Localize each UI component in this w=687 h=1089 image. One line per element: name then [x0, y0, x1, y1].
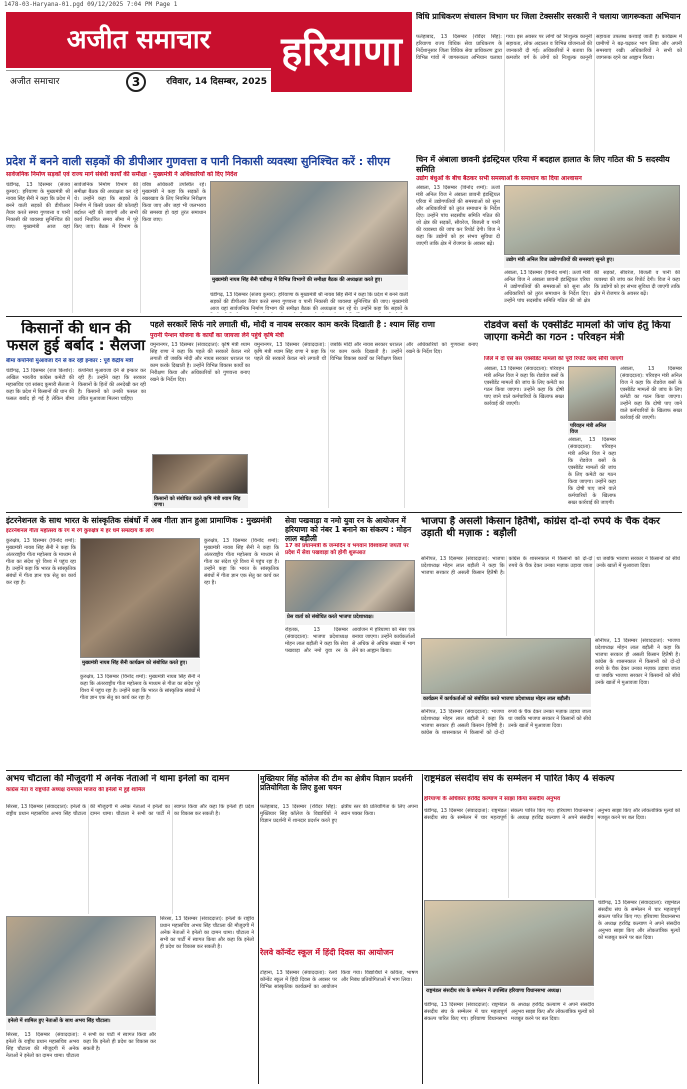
story-body-continued: अंबाला, 13 दिसम्बर (संवाददाता): परिवहन मंत्री अनिल विज ने कहा कि रोडवेज बसों के एक्सीडेंट मामलों की जांच के लिए कमेटी का गठन किया जाएगा। उन्होंने कहा कि दोषी पाए जाने वाले कर्मचारियों के खिलाफ सख्त कार्रवाई की जाएगी। — [620, 366, 682, 421]
photo-caption: उद्योग मंत्री अनिल विज उद्योगपतियों की समस्याएं सुनते हुए। — [504, 256, 680, 268]
photo-caption: मुख्यमंत्री नायब सिंह सैनी चंडीगढ़ में विभिन्न विभागों की समीक्षा बैठक की अध्यक्षता करते हुए। — [210, 276, 408, 290]
story-body: अंबाला, 13 दिसम्बर (संवाददाता): परिवहन मंत्री अनिल विज ने कहा कि रोडवेज बसों के एक्सीडेंट मामलों की जांच के लिए कमेटी का गठन किया जाएगा। उन्होंने कहा कि दोषी पाए जाने वाले कर्मचारियों के खिलाफ सख्त कार्रवाई की जाएगी। — [484, 366, 564, 407]
story-cm-roads — [6, 155, 410, 315]
story-subhead: उद्योग बंधुओं के बीच बैठकर सभी समस्याओं के समाधान का दिया आश्वासन — [416, 175, 582, 182]
story-bjp-farmers — [421, 516, 682, 766]
story-headline: विधि प्राधिकरण संचालन विभाग घर जिला टेक्ससीर सरकारी ने चलाया जागरूकता अभियान — [416, 12, 681, 21]
bjp-event-photo — [421, 638, 591, 694]
story-subhead: कांग्रेस नेता व राष्ट्रपति अध्यक्ष रामपाल माजरा की इनेलो में हुई शामिल — [6, 787, 145, 793]
photo-caption: किसानों को संबोधित करते कृषि मंत्री श्याम सिंह राणा। — [152, 495, 248, 508]
story-body: टोहाना, 13 दिसम्बर (संवाददाता): रेलवे कॉन्वेंट स्कूल में हिंदी दिवस के अवसर पर विभिन्न सांस्कृतिक कार्यक्रमों का आयोजन किया गया। विद्यार्थियों ने कविता, भाषण और निबंध प्रतियोगिताओं में भाग लिया। — [260, 970, 418, 990]
story-cpa-conference — [424, 774, 682, 1084]
column-divider — [422, 774, 423, 1084]
story-headline: इंटरनेशनल के साथ भारत के सांस्कृतिक संबंधों में अब गीता ज्ञान हुआ प्रामाणिक : मुख्यमंत्री — [6, 516, 272, 525]
rana-photo — [152, 454, 248, 494]
story-body: रोहतक, 13 दिसम्बर (संवाददाता): भाजपा प्रदेशाध्यक्ष मोहन लाल बड़ौली ने कहा कि सेवा पखवाड़ा और नमो युवा रन के आयोजन में हरियाणा को नंबर एक बनाया जाएगा। उन्होंने कार्यकर्ताओं से अधिक से अधिक संख्या में भाग लेने का आह्वान किया। — [285, 627, 415, 654]
masthead-title: अजीत समाचार — [6, 12, 271, 68]
story-gita-mahotsav — [6, 516, 281, 766]
story-body-continued: यमुनानगर, 13 दिसम्बर (संवाददाता): कृषि मंत्री श्याम सिंह राणा ने कहा कि पहले की सरकारें केवल नारे लगाती थीं जबकि मोदी और नायब सरकार धरातल पर काम करके दिखाती है। उन्होंने विभिन्न विकास कार्यों का निरीक्षण किया और अधिकारियों को गुणवत्ता बनाए रखने के निर्देश दिए। — [254, 342, 478, 362]
story-body-continued: सिरसा, 13 दिसम्बर (संवाददाता): इनेलो के राष्ट्रीय प्रधान महासचिव अभय सिंह चौटाला की मौजूदगी में अनेक नेताओं ने इनेलो का दामन थामा। चौटाला ने सभी का पार्टी में स्वागत किया और कहा कि इनेलो ही प्रदेश का विकास कर सकती है। — [160, 916, 254, 950]
section-divider — [6, 770, 682, 771]
story-headline: प्रदेश में बनने वाली सड़कों की डीपीआर गुणवत्ता व पानी निकासी व्यवस्था सुनिश्चित करें : सीएम — [6, 155, 390, 168]
story-subhead: बीमा कंपनियों मुआवजा देने से कर रही इन्कार : पूर्व केंद्रीय मंत्री — [6, 358, 134, 364]
story-headline: अभय चौटाला की मौजूदगी में अनेक नेताओं ने थामा इनेलो का दामन — [6, 774, 230, 784]
story-body: चंडीगढ़, 13 दिसम्बर (संवाददाता): राष्ट्रमंडल संसदीय संघ के सम्मेलन में चार महत्वपूर्ण संकल्प पारित किए गए। हरियाणा विधानसभा के अध्यक्ष हरविंद्र कल्याण ने अपने संसदीय अनुभव साझा किए और लोकतांत्रिक मूल्यों को मजबूत करने पर बल दिया। — [424, 808, 680, 821]
story-body: फतेहाबाद, 13 दिसम्बर (रविंदर सिंह): मुख्तियार सिंह कॉलेज के विद्यार्थियों ने विज्ञान प्रदर्शनी में शानदार प्रदर्शन करते हुए क्षेत्रीय स्तर की प्रतियोगिता के लिए अपना स्थान पक्का किया। — [260, 804, 418, 824]
story-selja-crop — [6, 320, 146, 510]
story-body: अंबाला, 13 दिसम्बर (विनोद शर्मा): ऊर्जा मंत्री अनिल विज ने अंबाला छावनी इंडस्ट्रियल एरिया में उद्योगपतियों की समस्याओं को सुना और अधिकारियों को तुरंत समाधान के निर्देश दिए। उन्होंने पांच सदस्यीय समिति गठित की जो क्षेत्र की सड़कों, सीवरेज, बिजली व पानी की व्यवस्था की जांच कर रिपोर्ट देगी। विज ने कहा कि उद्योगों को हर संभव सुविधा दी जाएगी ताकि क्षेत्र में रोजगार के अवसर बढ़ें। — [416, 185, 500, 247]
story-body-continued: कुरुक्षेत्र, 13 दिसम्बर (विनोद शर्मा): मुख्यमंत्री नायब सिंह सैनी ने कहा कि अंतरराष्ट्रीय गीता महोत्सव के माध्यम से गीता का संदेश पूरे विश्व में पहुंच रहा है। उन्होंने कहा कि भारत के सांस्कृतिक संबंधों में गीता ज्ञान एक सेतु का कार्य कर रहा है। — [80, 674, 200, 701]
masthead-edition: हरियाणा — [271, 12, 412, 92]
story-subhead: जिले में दो ऐसे बस एक्सीडेंट मामलों की पूरी रिपोर्ट जल्द सौंपी जाएगी — [484, 356, 624, 362]
story-headline: राष्ट्रमंडल संसदीय संघ के सम्मेलन में पारित किए 4 संकल्प — [424, 774, 615, 784]
story-body-continued: चंडीगढ़, 13 दिसम्बर (संजय कुमार): हरियाणा के मुख्यमंत्री श्री नायब सिंह सैनी ने कहा कि प्रदेश में बनने वाली सड़कों की डीपीआर तैयार करते समय गुणवत्ता व पानी निकासी की व्यवस्था सुनिश्चित की जाए। मुख्यमंत्री आज यहां सार्वजनिक निर्माण विभाग की समीक्षा बैठक की अध्यक्षता कर रहे थे। उन्होंने कहा कि सड़कों के — [210, 292, 408, 312]
story-body-continued: चंडीगढ़, 13 दिसम्बर (संवाददाता): राष्ट्रमंडल संसदीय संघ के सम्मेलन में चार महत्वपूर्ण संकल्प पारित किए गए। हरियाणा विधानसभा के अध्यक्ष हरविंद्र कल्याण ने अपने संसदीय अनुभव साझा किए और लोकतांत्रिक मूल्यों को मजबूत करने पर बल दिया। — [598, 900, 680, 941]
story-headline: भाजपा है असली किसान हितैषी, कांग्रेस दो-दो रुपये के चैक देकर उड़ाती थी मज़ाक : बड़ौली — [421, 516, 661, 539]
story-subhead: पुरानी पेन्शन योजना के कार्यों का जायजा लेने पहुंचे कृषि मंत्री — [150, 332, 284, 339]
cm-meeting-photo — [210, 181, 408, 275]
story-shyam-singh-rana — [150, 320, 480, 510]
story-subhead: हरियाणा के अधिकार हरविंद्र कल्याण ने साझा किया संसदीय अनुभव — [424, 796, 561, 802]
story-body-continued: सोनीपत, 13 दिसम्बर (संवाददाता): भाजपा प्रदेशाध्यक्ष मोहन लाल बड़ौली ने कहा कि भाजपा सरकार ही असली किसान हितैषी है। कांग्रेस के शासनकाल में किसानों को दो-दो रुपये के चैक देकर उनका मज़ाक उड़ाया जाता था जबकि भाजपा सरकार ने किसानों को सीधे उनके खातों में मुआवजा दिया। — [421, 709, 591, 736]
story-subhead: 17 को प्रधानमंत्री के जन्मदिन व भगवान विश्वकर्मा जयंती पर प्रदेश में सेवा पखवाड़ा को होगी शुरूआत — [285, 543, 409, 556]
photo-caption: मुख्यमंत्री नायब सिंह सैनी कार्यक्रम को संबोधित करते हुए। — [80, 659, 200, 672]
story-subhead: सार्वजनिक निर्माण सड़कों एवं राज्य मार्ग संबंधी कार्यों की समीक्षा · मुख्यमंत्री ने अधिकारियों को दिए निर्देश — [6, 171, 238, 178]
story-ambala-industrial — [416, 155, 682, 315]
story-seva-pakhwada — [285, 516, 417, 766]
story-body: कुरुक्षेत्र, 13 दिसम्बर (विनोद शर्मा): मुख्यमंत्री नायब सिंह सैनी ने कहा कि अंतरराष्ट्रीय गीता महोत्सव के माध्यम से गीता का संदेश पूरे विश्व में पहुंच रहा है। उन्होंने कहा कि भारत के सांस्कृतिक संबंधों में गीता ज्ञान एक सेतु का कार्य कर रहा है। — [6, 538, 76, 586]
story-body-continued: चंडीगढ़, 13 दिसम्बर (संवाददाता): राष्ट्रमंडल संसदीय संघ के सम्मेलन में चार महत्वपूर्ण संकल्प पारित किए गए। हरियाणा विधानसभा के अध्यक्ष हरविंद्र कल्याण ने अपने संसदीय अनुभव साझा किए और लोकतांत्रिक मूल्यों को मजबूत करने पर बल दिया। — [424, 1002, 594, 1022]
cpa-conference-photo — [424, 900, 594, 986]
story-inld-joining — [6, 774, 256, 1084]
story-college-science — [260, 774, 420, 944]
paper-label: अजीत समाचार — [10, 77, 60, 87]
story-body: चंडीगढ़, 13 दिसम्बर (संजय कुमार): हरियाणा के मुख्यमंत्री श्री नायब सिंह सैनी ने कहा कि प्रदेश में बनने वाली सड़कों की डीपीआर तैयार करते समय गुणवत्ता व पानी निकासी की व्यवस्था सुनिश्चित की जाए। मुख्यमंत्री आज यहां सार्वजनिक निर्माण विभाग की समीक्षा बैठक की अध्यक्षता कर रहे थे। उन्होंने कहा कि सड़कों के निर्माण में किसी प्रकार की कोताही बर्दाश्त नहीं की जाएगी और सभी कार्य निर्धारित समय सीमा में पूरे किए जाएं। बैठक में विभाग के वरिष्ठ अधिकारी उपस्थित रहे। मुख्यमंत्री ने कहा कि सड़कों के रखरखाव के लिए नियमित निरीक्षण किया जाए और जहां भी जलभराव की समस्या हो वहां तुरंत समाधान किया जाए। — [6, 182, 206, 230]
story-body-continued: अंबाला, 13 दिसम्बर (संवाददाता): परिवहन मंत्री अनिल विज ने कहा कि रोडवेज बसों के एक्सीडेंट मामलों की जांच के लिए कमेटी का गठन किया जाएगा। उन्होंने कहा कि दोषी पाए जाने वाले कर्मचारियों के खिलाफ सख्त कार्रवाई की जाएगी। — [568, 437, 616, 506]
photo-caption: इनेलो में शामिल हुए नेताओं के साथ अभय सिंह चौटाला। — [6, 1017, 156, 1030]
masthead-dateline — [6, 70, 271, 92]
story-body-continued: अंबाला, 13 दिसम्बर (विनोद शर्मा): ऊर्जा मंत्री अनिल विज ने अंबाला छावनी इंडस्ट्रियल एरिया में उद्योगपतियों की समस्याओं को सुना और अधिकारियों को तुरंत समाधान के निर्देश दिए। उन्होंने पांच सदस्यीय समिति गठित की जो क्षेत्र की सड़कों, सीवरेज, बिजली व पानी की व्यवस्था की जांच कर रिपोर्ट देगी। विज ने कहा कि उद्योगों को हर संभव सुविधा दी जाएगी ताकि क्षेत्र में रोजगार के अवसर बढ़ें। — [504, 270, 680, 304]
photo-caption: कार्यक्रम में कार्यकर्ताओं को संबोधित करते भाजपा प्रदेशाध्यक्ष मोहन लाल बड़ौली। — [421, 695, 591, 707]
photo-caption: प्रेस वार्ता को संबोधित करते भाजपा प्रदेशाध्यक्ष। — [285, 613, 415, 625]
story-headline: सेवा पखवाड़ा व नमो युवा रन के आयोजन में हरियाणा को नंबर 1 बनाने का संकल्प : मोहन लाल बड़ौली — [285, 516, 412, 543]
story-body: सोनीपत, 13 दिसम्बर (संवाददाता): भाजपा प्रदेशाध्यक्ष मोहन लाल बड़ौली ने कहा कि भाजपा सरकार ही असली किसान हितैषी है। कांग्रेस के शासनकाल में किसानों को दो-दो रुपये के चैक देकर उनका मज़ाक उड़ाया जाता था जबकि भाजपा सरकार ने किसानों को सीधे उनके खातों में मुआवजा दिया। — [421, 556, 680, 576]
page-number: 3 — [126, 72, 146, 92]
story-body: चंडीगढ़, 13 दिसम्बर (राज किशोर): अखिल भारतीय कांग्रेस कमेटी की महासचिव एवं सांसद कुमारी सैलजा ने कहा कि प्रदेश में किसानों की धान की फसल बर्बाद हो गई है लेकिन बीमा कंपनियां मुआवजा देने से इन्कार कर रही हैं। उन्होंने कहा कि सरकार किसानों के हितों की अनदेखी कर रही है। किसानों को उनकी फसल का उचित मुआवजा मिलना चाहिए। — [6, 368, 146, 402]
story-subhead: इंटरनेशनल गीता महोत्सव के रंग में रंगे कुरुक्षेत्र में हर धर्म सम्प्रदाय के लोग — [6, 528, 154, 534]
story-headline: किसानों की धान की फसल हुई बर्बाद : सैलजा — [6, 320, 146, 354]
story-body: फतेहाबाद, 13 दिसम्बर (रविंदर सिंह): हरियाणा राज्य विधिक सेवा प्राधिकरण के निर्देशानुसार जिला विधिक सेवा प्राधिकरण द्वारा विभिन्न गांवों में जागरूकता अभियान चलाया गया। इस अवसर पर लोगों को निःशुल्क कानूनी सहायता, लोक अदालत व विभिन्न योजनाओं की जानकारी दी गई। अधिकारियों ने बताया कि कमजोर वर्ग के लोगों को निःशुल्क कानूनी सहायता उपलब्ध करवाई जाती है। कार्यक्रम में ग्रामीणों ने बढ़-चढ़कर भाग लिया और अपनी समस्याएं रखीं। अधिकारियों ने सभी को जागरूक रहने का आह्वान किया। — [416, 34, 682, 61]
story-headline: रेलवे कॉन्वेंट स्कूल में हिंदी दिवस का आयोजन — [260, 948, 394, 957]
story-body: यमुनानगर, 13 दिसम्बर (संवाददाता): कृषि मंत्री श्याम सिंह राणा ने कहा कि पहले की सरकारें केवल नारे लगाती थीं जबकि मोदी और नायब सरकार धरातल पर काम करके दिखाती है। उन्होंने विभिन्न विकास कार्यों का निरीक्षण किया और अधिकारियों को गुणवत्ता बनाए रखने के निर्देश दिए। — [150, 342, 250, 383]
column-divider — [258, 774, 259, 1084]
story-hindi-diwas — [260, 948, 420, 1084]
section-divider — [6, 512, 682, 513]
issue-date: रविवार, 14 दिसम्बर, 2025 — [166, 77, 267, 87]
story-headline: मुख्तियार सिंह कॉलेज की टीम का क्षेत्रीय विज्ञान प्रदर्शनी प्रतियोगिता के लिए हुआ चयन — [260, 774, 413, 792]
story-roadways-accidents — [484, 320, 682, 510]
story-body-continued: सोनीपत, 13 दिसम्बर (संवाददाता): भाजपा प्रदेशाध्यक्ष मोहन लाल बड़ौली ने कहा कि भाजपा सरकार ही असली किसान हितैषी है। कांग्रेस के शासनकाल में किसानों को दो-दो रुपये के चैक देकर उनका मज़ाक उड़ाया जाता था जबकि भाजपा सरकार ने किसानों को सीधे उनके खातों में मुआवजा दिया। — [595, 638, 680, 686]
inld-group-photo — [6, 916, 156, 1016]
industrial-meeting-photo — [504, 185, 680, 255]
minister-portrait — [568, 366, 616, 421]
press-conference-photo — [285, 560, 415, 612]
story-headline: पहले सरकारें सिर्फ नारे लगाती थी, मोदी व नायब सरकार काम करके दिखाती है : श्याम सिंह राणा — [150, 320, 435, 329]
cm-speech-photo — [80, 538, 200, 658]
story-body: सिरसा, 13 दिसम्बर (संवाददाता): इनेलो के राष्ट्रीय प्रधान महासचिव अभय सिंह चौटाला की मौजूदगी में अनेक नेताओं ने इनेलो का दामन थामा। चौटाला ने सभी का पार्टी में स्वागत किया और कहा कि इनेलो ही प्रदेश का विकास कर सकती है। — [6, 804, 254, 817]
story-body-continued: कुरुक्षेत्र, 13 दिसम्बर (विनोद शर्मा): मुख्यमंत्री नायब सिंह सैनी ने कहा कि अंतरराष्ट्रीय गीता महोत्सव के माध्यम से गीता का संदेश पूरे विश्व में पहुंच रहा है। उन्होंने कहा कि भारत के सांस्कृतिक संबंधों में गीता ज्ञान एक सेतु का कार्य कर रहा है। — [204, 538, 279, 586]
section-divider — [6, 316, 682, 317]
story-legal-awareness — [416, 12, 682, 152]
story-headline: रोडवेज बसों के एक्सीडेंट मामलों की जांच हेतु किया जाएगा कमेटी का गठन : परिवहन मंत्री — [484, 320, 671, 343]
story-body-continued: सिरसा, 13 दिसम्बर (संवाददाता): इनेलो के राष्ट्रीय प्रधान महासचिव अभय सिंह चौटाला की मौजूदगी में अनेक नेताओं ने इनेलो का दामन थामा। चौटाला ने सभी का पार्टी में स्वागत किया और कहा कि इनेलो ही प्रदेश का विकास कर सकती है। — [6, 1032, 156, 1059]
story-headline: चिन में अंबाला छावनी इंडस्ट्रियल एरिया में बदहाल हालात के लिए गठित की 5 सदस्यीय समिति — [416, 155, 670, 174]
print-info: 1478-03-Haryana-01.pgd 09/12/2025 7:04 PM Page 1 — [4, 1, 178, 8]
photo-caption: राष्ट्रमंडल संसदीय संघ के सम्मेलन में उपस्थित हरियाणा विधानसभा अध्यक्ष। — [424, 987, 594, 1000]
masthead — [6, 12, 412, 92]
photo-caption: परिवहन मंत्री अनिल विज — [568, 422, 616, 435]
